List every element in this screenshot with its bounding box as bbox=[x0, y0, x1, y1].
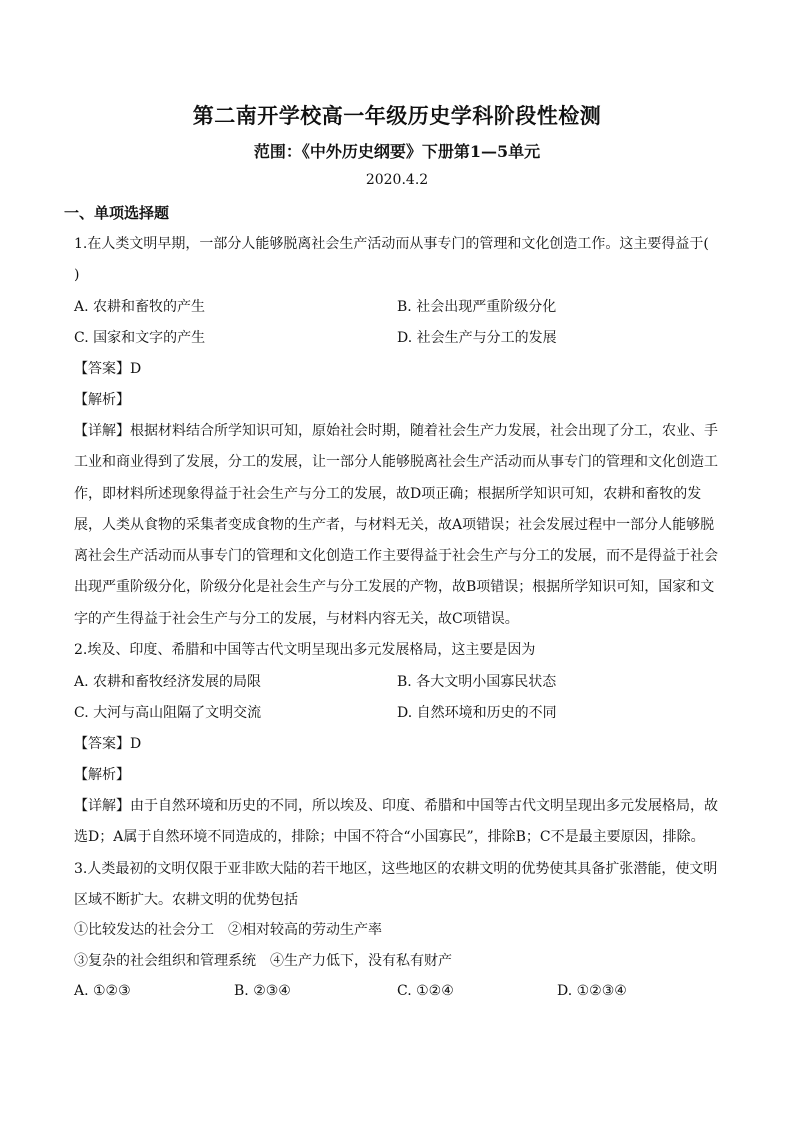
q3-stem: 3.人类最初的文明仅限于亚非欧大陆的若干地区，这些地区的农耕文明的优势使其具备扩张潜能，使文明区域不断扩大。农耕文明的优势包括 bbox=[74, 861, 718, 909]
q1-stem-line2: ) bbox=[74, 267, 80, 283]
q1-stem-line1: 1.在人类文明早期，一部分人能够脱离社会生产活动而从事专门的管理和文化创造工作。这主要得益于( bbox=[74, 236, 709, 252]
q1-option-d: D. 社会生产与分工的发展 bbox=[397, 330, 557, 346]
exam-date: 2020.4.2 bbox=[365, 172, 429, 188]
q1-answer: 【答案】D bbox=[74, 361, 142, 377]
q2-stem: 2.埃及、印度、希腊和中国等古代文明呈现出多元发展格局，这主要是因为 bbox=[74, 642, 536, 658]
exam-scope: 范围：《中外历史纲要》下册第1—5单元 bbox=[253, 142, 541, 161]
q2-answer: 【答案】D bbox=[74, 736, 142, 752]
exam-title: 第二南开学校高一年级历史学科阶段性检测 bbox=[192, 103, 602, 128]
q3-option-d: D. ①②③④ bbox=[557, 983, 627, 999]
q3-items-line2: ③复杂的社会组织和管理系统 ④生产力低下，没有私有财产 bbox=[74, 953, 452, 969]
q1-detail: 【详解】根据材料结合所学知识可知，原始社会时期，随着社会生产力发展，社会出现了分工，农业、手工业和商业得到了发展，分工的发展，让一部分人能够脱离社会生产活动而从事专门的管理和文化创造工作，即材料所述现象得益于社会生产与分工的发展，故D项正确；根据所学知识可知，农耕和畜牧的发展，人类从食物的采集者变成食物的生产者，与材料无关，故A项错误；社会发展过程中一部分人能够脱离社会生产活动而从事专门的管理和文化创造工作主要得益于社会生产与分工的发展，而不是得益于社会出现严重阶级分化，阶级分化是社会生产与分工发展的产物，故B项错误；根据所学知识可知，国家和文字的产生得益于社会生产与分工的发展，与材料内容无关，故C项错误。 bbox=[74, 423, 718, 627]
q3-option-a: A. ①②③ bbox=[74, 983, 131, 999]
q2-detail: 【详解】由于自然环境和历史的不同，所以埃及、印度、希腊和中国等古代文明呈现出多元发展格局，故选D；A属于自然环境不同造成的，排除；中国不符合“小国寡民”，排除B；C不是最主要原因，排除。 bbox=[74, 798, 718, 846]
q2-option-a: A. 农耕和畜牧经济发展的局限 bbox=[74, 674, 262, 690]
section-heading: 一、单项选择题 bbox=[64, 204, 170, 222]
q1-option-b: B. 社会出现严重阶级分化 bbox=[397, 299, 557, 315]
q1-analysis-label: 【解析】 bbox=[74, 392, 130, 408]
q2-option-c: C. 大河与高山阻隔了文明交流 bbox=[74, 705, 262, 721]
q2-analysis-label: 【解析】 bbox=[74, 767, 130, 783]
q1-option-c: C. 国家和文字的产生 bbox=[74, 330, 206, 346]
q3-option-c: C. ①②④ bbox=[397, 983, 454, 999]
q2-option-b: B. 各大文明小国寡民状态 bbox=[397, 674, 557, 690]
q3-items-line1: ①比较发达的社会分工 ②相对较高的劳动生产率 bbox=[74, 922, 382, 938]
q2-option-d: D. 自然环境和历史的不同 bbox=[397, 705, 557, 721]
q1-option-a: A. 农耕和畜牧的产生 bbox=[74, 299, 206, 315]
q3-option-b: B. ②③④ bbox=[234, 983, 291, 999]
